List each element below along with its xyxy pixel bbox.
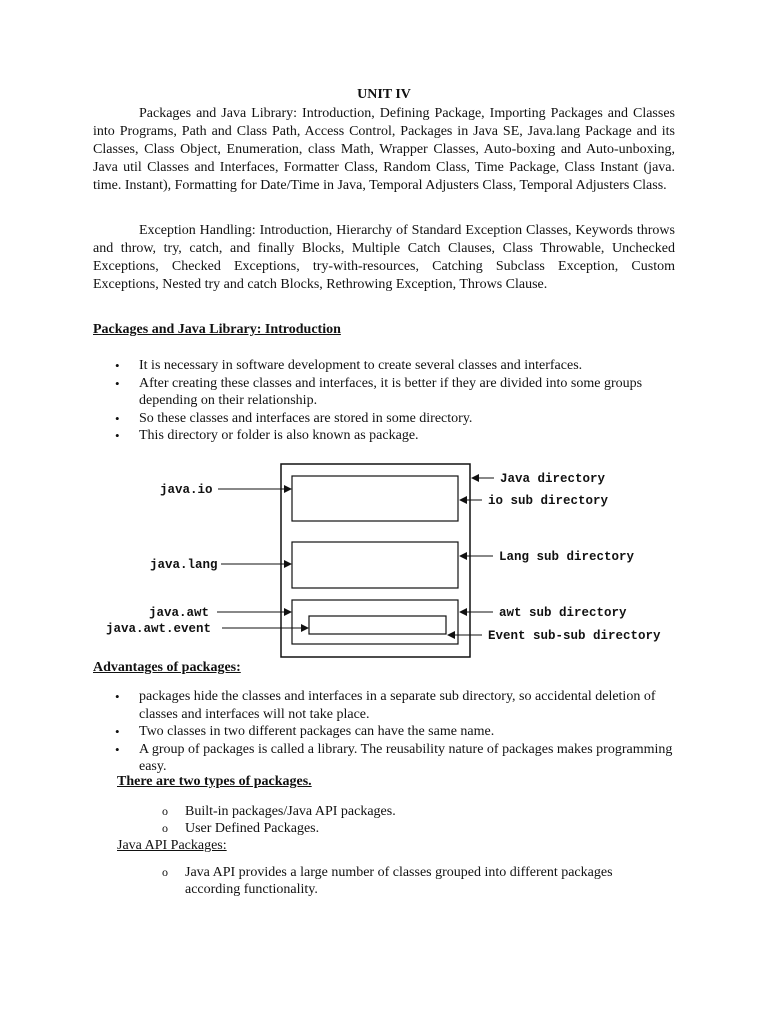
exception-paragraph: Exception Handling: Introduction, Hierarchy of Standard Exception Classes, Keywords throws and throw, try, catch, and finally Blocks, Multiple Catch Clauses, Class Throwable, Unchecked Exceptions, Checked Exceptions, try-with-resources, Catching Subclass Exception, Custom Exceptions, Nested try and catch Blocks, Rethrowing Exception, Throws Clause. <box>93 223 675 292</box>
io-directory-box <box>292 476 458 521</box>
list-item: o User Defined Packages. <box>160 820 670 837</box>
section-intro-heading: Packages and Java Library: Introduction <box>93 322 341 337</box>
label-lang-sub-directory: Lang sub directory <box>499 550 635 564</box>
label-awt-sub-directory: awt sub directory <box>499 606 627 620</box>
list-item: • A group of packages is called a library. The reusability nature of packages makes programming easy. <box>93 741 683 776</box>
list-item: o Java API provides a large number of classes grouped into different packages according functionality. <box>160 864 670 898</box>
lang-directory-box <box>292 542 458 588</box>
label-java-directory: Java directory <box>500 472 606 486</box>
java-api-list <box>160 864 670 898</box>
label-java-awt: java.awt <box>149 606 210 620</box>
event-directory-box <box>309 616 446 634</box>
list-item: • Two classes in two different packages can have the same name. <box>93 723 683 741</box>
intro-bullet-list <box>93 357 683 445</box>
package-directory-diagram <box>0 455 768 665</box>
list-item: • So these classes and interfaces are stored in some directory. <box>93 410 683 428</box>
list-item: • After creating these classes and interfaces, it is better if they are divided into some groups depending on their relationship. <box>93 375 683 410</box>
list-item: • It is necessary in software development to create several classes and interfaces. <box>93 357 683 375</box>
label-io-sub-directory: io sub directory <box>488 494 609 508</box>
types-list <box>160 803 670 837</box>
label-java-io: java.io <box>160 483 213 497</box>
list-item: • packages hide the classes and interfaces in a separate sub directory, so accidental deletion of classes and interfaces will not take place. <box>93 688 683 723</box>
label-java-lang: java.lang <box>150 558 218 572</box>
java-api-heading: Java API Packages: <box>117 838 227 853</box>
label-event-sub-directory: Event sub-sub directory <box>488 629 661 643</box>
types-heading: There are two types of packages. <box>117 774 312 789</box>
label-java-awt-event: java.awt.event <box>106 622 212 636</box>
advantages-heading: Advantages of packages: <box>93 660 241 675</box>
advantages-bullet-list <box>93 688 683 776</box>
intro-paragraph: Packages and Java Library: Introduction, Defining Package, Importing Packages and Classes into Programs, Path and Class Path, Access Control, Packages in Java SE, Java.lang Package and its Classes, Class Object, Enumeration, class Math, Wrapper Classes, Auto-boxing and Auto-unboxing, Java util Classes and Interfaces, Formatter Class, Random Class, Time Package, Class Instant (java. time. Instant), Formatting for Date/Time in Java, Temporal Adjusters Class, Temporal Adjusters Class. <box>93 106 675 193</box>
list-item: • This directory or folder is also known as package. <box>93 427 683 445</box>
list-item: o Built-in packages/Java API packages. <box>160 803 670 820</box>
awt-directory-box <box>292 600 458 644</box>
unit-title: UNIT IV <box>357 87 411 102</box>
